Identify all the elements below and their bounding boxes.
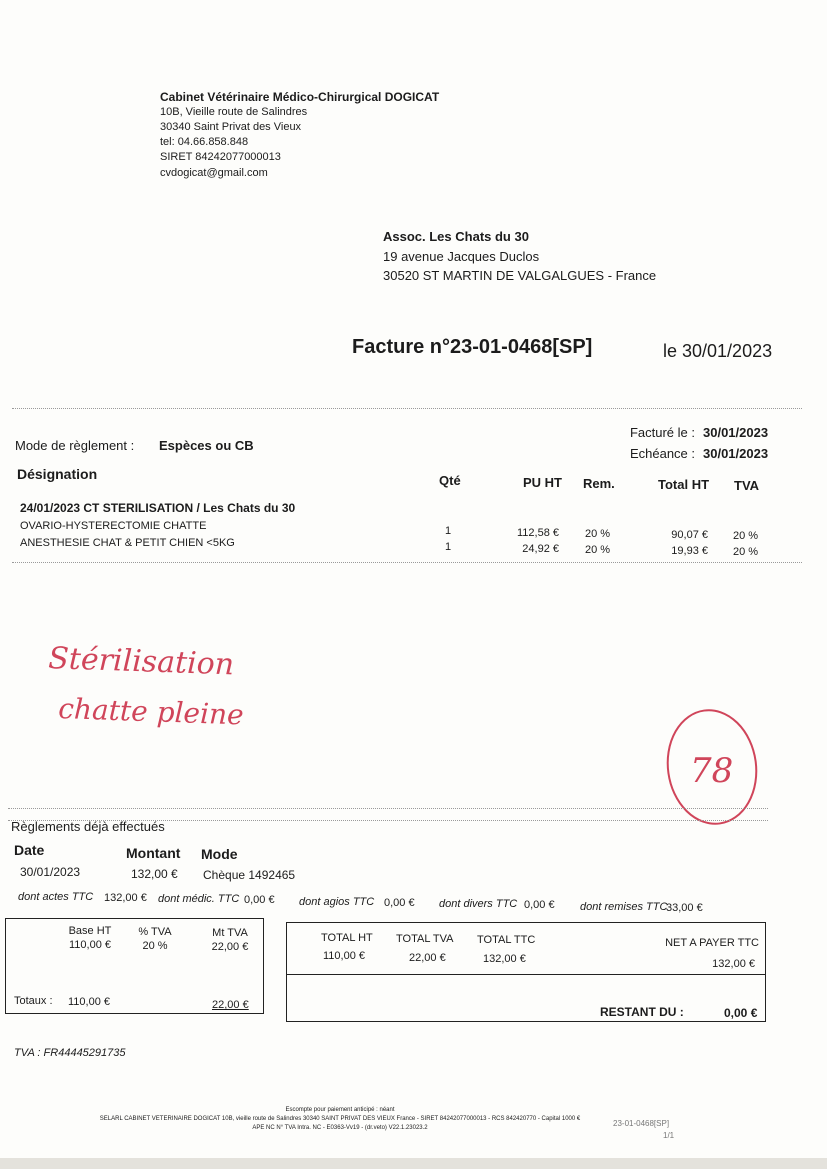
remaining-due-label: RESTANT DU : [600,1005,684,1019]
payment-mode: Chèque 1492465 [203,868,296,882]
col-designation: Désignation [17,466,98,482]
handwritten-note-line1: Stérilisation [47,641,235,683]
payments-col-date: Date [14,842,45,858]
vendor-email: cvdogicat@gmail.com [160,167,268,179]
breakdown-actes-label: dont actes TTC [18,891,94,903]
client-address1: 19 avenue Jacques Duclos [383,249,540,264]
circled-number: 78 [690,751,734,791]
vat-col-amount: Mt TVA [212,927,248,939]
totals-separator [286,974,766,975]
payments-col-amount: Montant [126,845,181,861]
invoice-date: le 30/01/2023 [663,341,773,361]
breakdown-agios-value: 0,00 € [384,897,415,909]
total-ht-value: 110,00 € [323,950,366,962]
col-qty: Qté [439,473,461,488]
total-ttc-value: 132,00 € [483,953,526,965]
net-to-pay-value: 132,00 € [712,958,755,970]
footer-company: SELARL CABINET VETERINAIRE DOGICAT 10B, vieille route de Salindres 30340 SAINT PRIVAT DES VIEUX France - SIRET 84242077000013 - RCS 842420770 - Capital 1000 € [99,1116,581,1122]
vat-totals-label: Totaux : [14,995,53,1007]
row-designation: ANESTHESIE CHAT & PETIT CHIEN <5KG [20,537,235,549]
vat-totals-base: 110,00 € [68,996,111,1008]
vat-row-base: 110,00 € [68,939,111,951]
breakdown-remises-value: 33,00 € [666,902,703,914]
payment-amount: 132,00 € [131,867,178,881]
row-rem: 20 % [585,528,611,540]
footer-ref: 23-01-0468[SP] [613,1119,670,1128]
total-ht-label: TOTAL HT [321,932,373,944]
vat-totals-amount: 22,00 € [212,999,249,1011]
handwritten-note-line2: chatte pleine [57,692,245,732]
scan-edge [0,1158,827,1169]
row-pu: 112,58 € [516,527,559,539]
vat-number: TVA : FR44445291735 [14,1047,126,1059]
vat-col-rate: % TVA [138,926,172,938]
breakdown-divers-label: dont divers TTC [439,898,518,910]
row-rem: 20 % [585,544,611,556]
col-total: Total HT [658,477,710,492]
total-tva-label: TOTAL TVA [396,933,454,945]
total-ttc-label: TOTAL TTC [477,934,536,946]
vendor-address1: 10B, Vieille route de Salindres [160,106,308,118]
net-to-pay-label: NET A PAYER TTC [665,937,759,949]
billed-date-label: Facturé le : [629,425,695,440]
col-tva: TVA [734,478,760,493]
divider [8,808,768,809]
payments-title: Règlements déjà effectués [11,819,165,834]
vat-row-amount: 22,00 € [211,941,249,953]
row-qty: 1 [445,541,452,553]
line-group-title: 24/01/2023 CT STERILISATION / Les Chats du 30 [20,501,296,515]
vendor-name: Cabinet Vétérinaire Médico-Chirurgical DOGICAT [160,90,440,104]
breakdown-remises-label: dont remises TTC [580,901,668,913]
invoice-title: Facture n°23-01-0468[SP] [352,336,593,358]
client-address2: 30520 ST MARTIN DE VALGALGUES - France [383,268,657,283]
breakdown-divers-value: 0,00 € [524,899,555,911]
row-designation: OVARIO-HYSTERECTOMIE CHATTE [20,520,207,532]
page-number: 1/1 [663,1131,675,1140]
payment-mode-label: Mode de règlement : [15,438,135,453]
col-pu: PU HT [523,475,562,490]
vendor-address2: 30340 Saint Privat des Vieux [160,121,302,133]
row-tva: 20 % [733,546,759,558]
due-date-label: Echéance : [629,446,695,461]
vat-col-base: Base HT [68,925,112,937]
payments-col-mode: Mode [201,846,238,862]
due-date-value: 30/01/2023 [703,446,769,461]
vat-row-rate: 20 % [142,940,168,952]
row-pu: 24,92 € [522,543,559,555]
row-total: 19,93 € [671,545,708,557]
footer-discount: Escompte pour paiement anticipé : néant [285,1107,395,1113]
client-name: Assoc. Les Chats du 30 [383,229,529,244]
row-total: 90,07 € [671,529,708,541]
vendor-siret: SIRET 84242077000013 [160,151,281,163]
billed-date-value: 30/01/2023 [703,425,769,440]
payment-mode-value: Espèces ou CB [159,438,254,453]
breakdown-medic-label: dont médic. TTC [158,893,240,905]
col-rem: Rem. [583,476,615,491]
row-qty: 1 [445,525,452,537]
row-tva: 20 % [733,530,759,542]
footer-legal: APE NC N° TVA Intra. NC - E0363-Vv19 - (dr.veto) V22.1.23023.2 [252,1125,428,1131]
breakdown-agios-label: dont agios TTC [299,896,375,908]
total-tva-value: 22,00 € [409,952,446,964]
remaining-due-value: 0,00 € [724,1006,758,1020]
vendor-tel: tel: 04.66.858.848 [160,136,249,148]
payment-date: 30/01/2023 [20,865,81,879]
breakdown-actes-value: 132,00 € [104,892,147,904]
breakdown-medic-value: 0,00 € [244,894,275,906]
